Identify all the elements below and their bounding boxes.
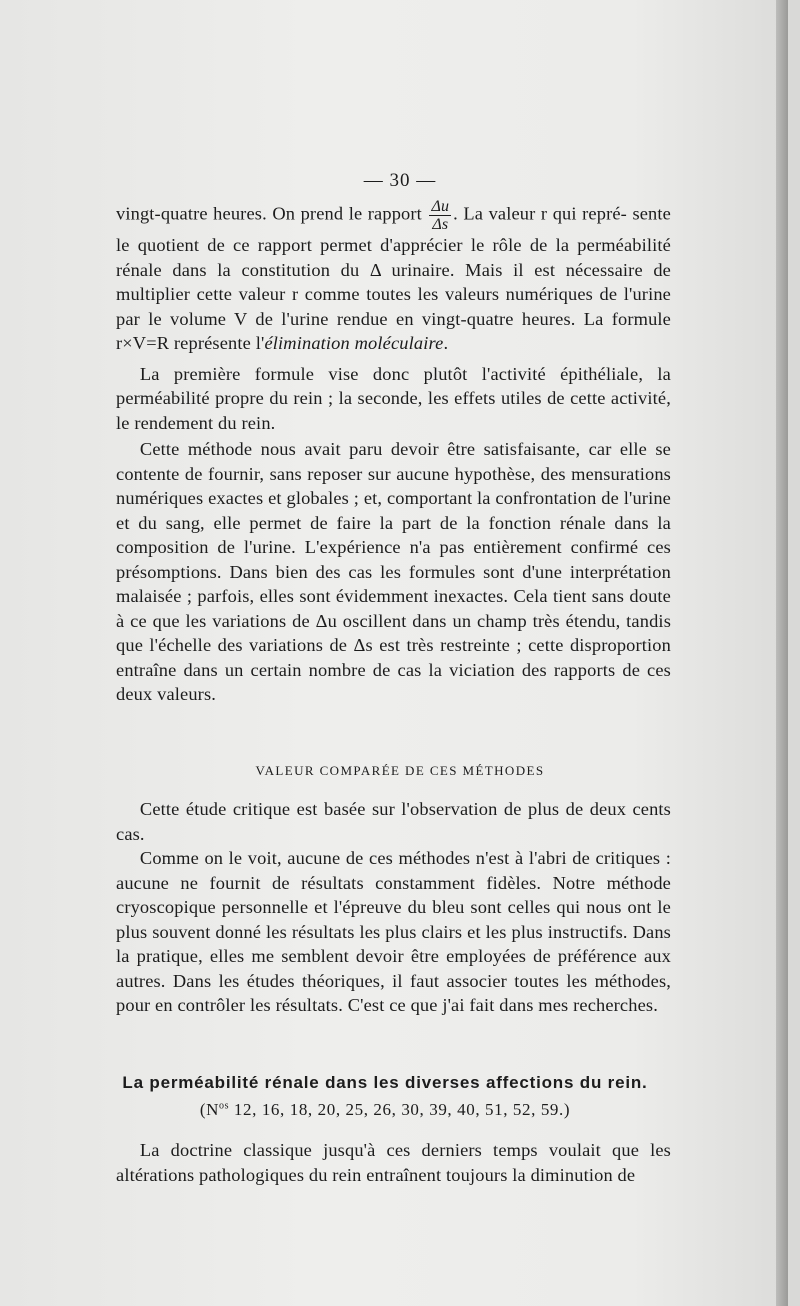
paragraph-formula [116,198,671,356]
paragraph-premiere-formule: La première formule vise donc plutôt l'activité épithéliale, la perméabilité propre du rein ; la seconde, les effets utiles de cette activité, le rendement du rein. [116,363,671,433]
paragraph-comme-on-le-voit: Comme on le voit, aucune de ces méthodes n'est à l'abri de critiques : aucune ne fournit de résultats constamment fidèles. Notre méthode cryoscopique personnelle et l'épreuve du bleu sont celles qui nous ont le plus souvent donné les résultats les plus clairs et les plus instructifs. Dans la pratique, elles me semblent devoir être employées de préférence aux autres. Dans les études théoriques, il faut associer toutes les méthodes, pour en contrôler les résultats. C'est ce que j'ai fait dans mes recherches. [116,848,671,1015]
case-numbers-sup: os [218,1100,230,1112]
paragraph-doctrine-classique: La doctrine classique jusqu'à ces derniers temps voulait que les altérations pathologiques du rein entraînent toujours la diminution de [116,1140,671,1185]
page-number: — 30 — [363,170,437,191]
paragraph-formula-rest: sente le quotient de ce rapport permet d'apprécier le rôle de la perméabilité rénale dans la constitution du Δ urinaire. Mais il est nécessaire de multiplier cette valeur r comme toutes les valeurs numériques de l'urine par le volume V de l'urine rendue en vingt-quatre heures. La formule r×V=R représente l' [116,203,671,353]
case-numbers-list: 12, 16, 18, 20, 25, 26, 30, 39, 40, 51, 52, 59.) [229,1100,571,1119]
line-rapport: vingt-quatre heures. On prend le rapport [116,203,422,224]
paragraph-methode: Cette méthode nous avait paru devoir être satisfaisante, car elle se contente de fournir, sans reposer sur aucune hypothèse, des mensurations numériques exactes et globales ; et, comportant la confrontation de l'urine et du sang, elle permet de faire la part de la fonction rénale dans la composition de l'urine. L'expérience n'a pas entièrement confirmé ces présomptions. Dans bien des cas les formules sont d'une interprétation malaisée ; parfois, elles sont évidemment inexactes. Cela tient sans doute à ce que les variations de Δu oscillent dans un champ très étendu, tandis que l'échelle des variations de Δs est très restreinte ; cette disproportion entraîne dans un certain nombre de cas la viciation des rapports de ces deux valeurs. [116,439,671,704]
fraction-numerator: Δu [431,198,450,215]
fraction-du-ds [429,198,451,233]
section-title-permeabilite: La perméabilité rénale dans les diverses affections du rein. [122,1073,648,1092]
page-edge-shadow [776,0,788,1306]
paragraph-etude-critique: Cette étude critique est basée sur l'observation de plus de deux cents cas. [116,799,671,844]
paragraph-formula-end: . [443,333,449,353]
text-block-bottom [116,1138,671,1187]
section-heading-valeur-comparee: VALEUR COMPARÉE DE CES MÉTHODES [255,763,545,778]
text-block-top [116,198,671,707]
case-numbers [0,1100,770,1120]
fraction-denominator: Δs [432,216,449,233]
elimination-moleculaire-term: élimination moléculaire [264,333,444,353]
text-block-middle [116,797,671,1018]
line-valeur-r: . La valeur r qui repré- [453,203,627,224]
case-numbers-prefix: (N [199,1100,219,1119]
